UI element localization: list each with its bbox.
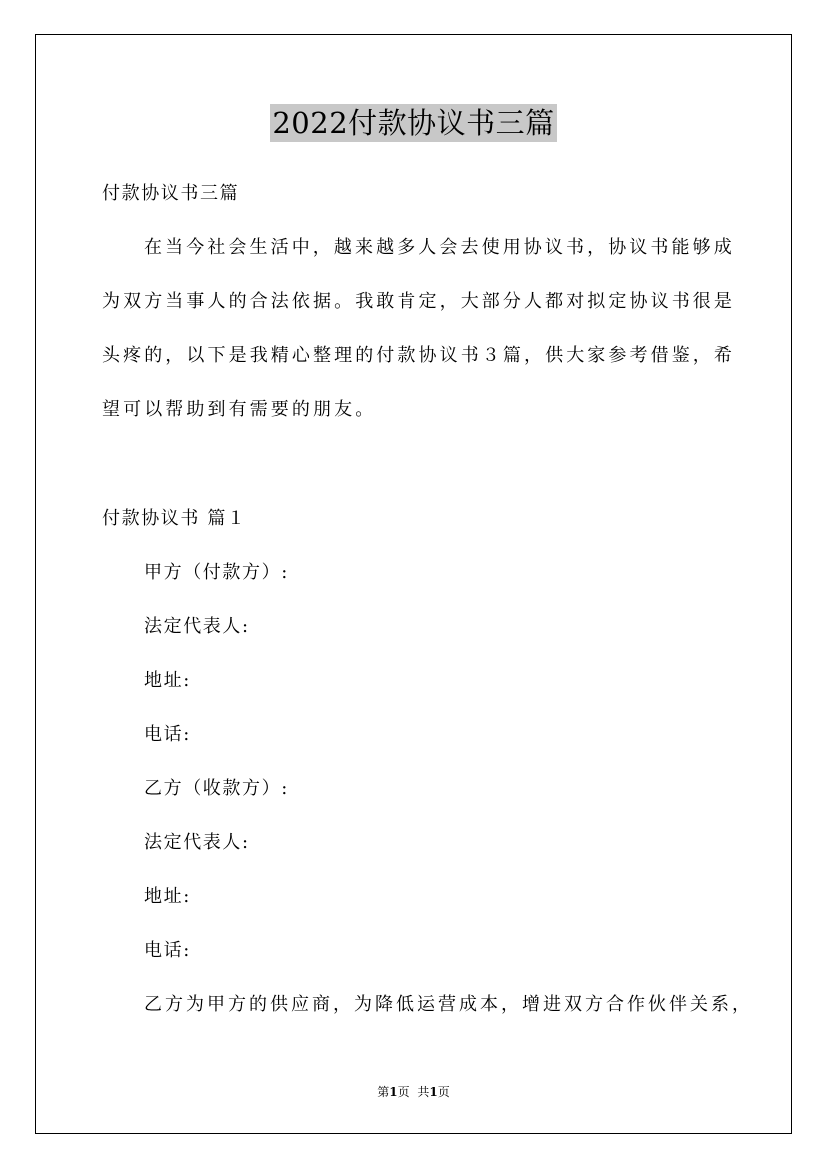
field-party-a-address: 地址: [144,670,191,691]
total-prefix: 共 [417,1085,430,1099]
intro-line: 为双方当事人的合法依据。我敢肯定，大部分人都对拟定协议书很是 [102,291,735,312]
page-prefix: 第 [377,1085,390,1099]
section-heading: 付款协议书 篇１ [102,508,247,529]
intro-line: 头疼的，以下是我精心整理的付款协议书３篇，供大家参考借鉴，希 [102,345,735,366]
page-suffix: 页 [397,1085,410,1099]
field-party-b-address: 地址: [144,886,191,907]
field-party-a: 甲方（付款方）: [144,562,289,583]
field-party-a-phone: 电话: [144,724,191,745]
body-last-line: 乙方为甲方的供应商，为降低运营成本，增进双方合作伙伴关系， [144,994,753,1015]
total-suffix: 页 [437,1085,450,1099]
total-pages: 1 [429,1085,438,1099]
intro-line: 在当今社会生活中，越来越多人会去使用协议书，协议书能够成 [144,237,735,258]
page-footer [0,1084,827,1100]
document-subtitle: 付款协议书三篇 [102,183,240,204]
field-party-b: 乙方（收款方）: [144,778,289,799]
intro-line: 望可以帮助到有需要的朋友。 [102,399,377,420]
field-party-b-representative: 法定代表人: [144,832,250,853]
page-number: 1 [389,1085,398,1099]
document-title: 2022付款协议书三篇 [272,106,555,140]
title-container [0,104,827,142]
field-party-b-phone: 电话: [144,940,191,961]
field-party-a-representative: 法定代表人: [144,616,250,637]
